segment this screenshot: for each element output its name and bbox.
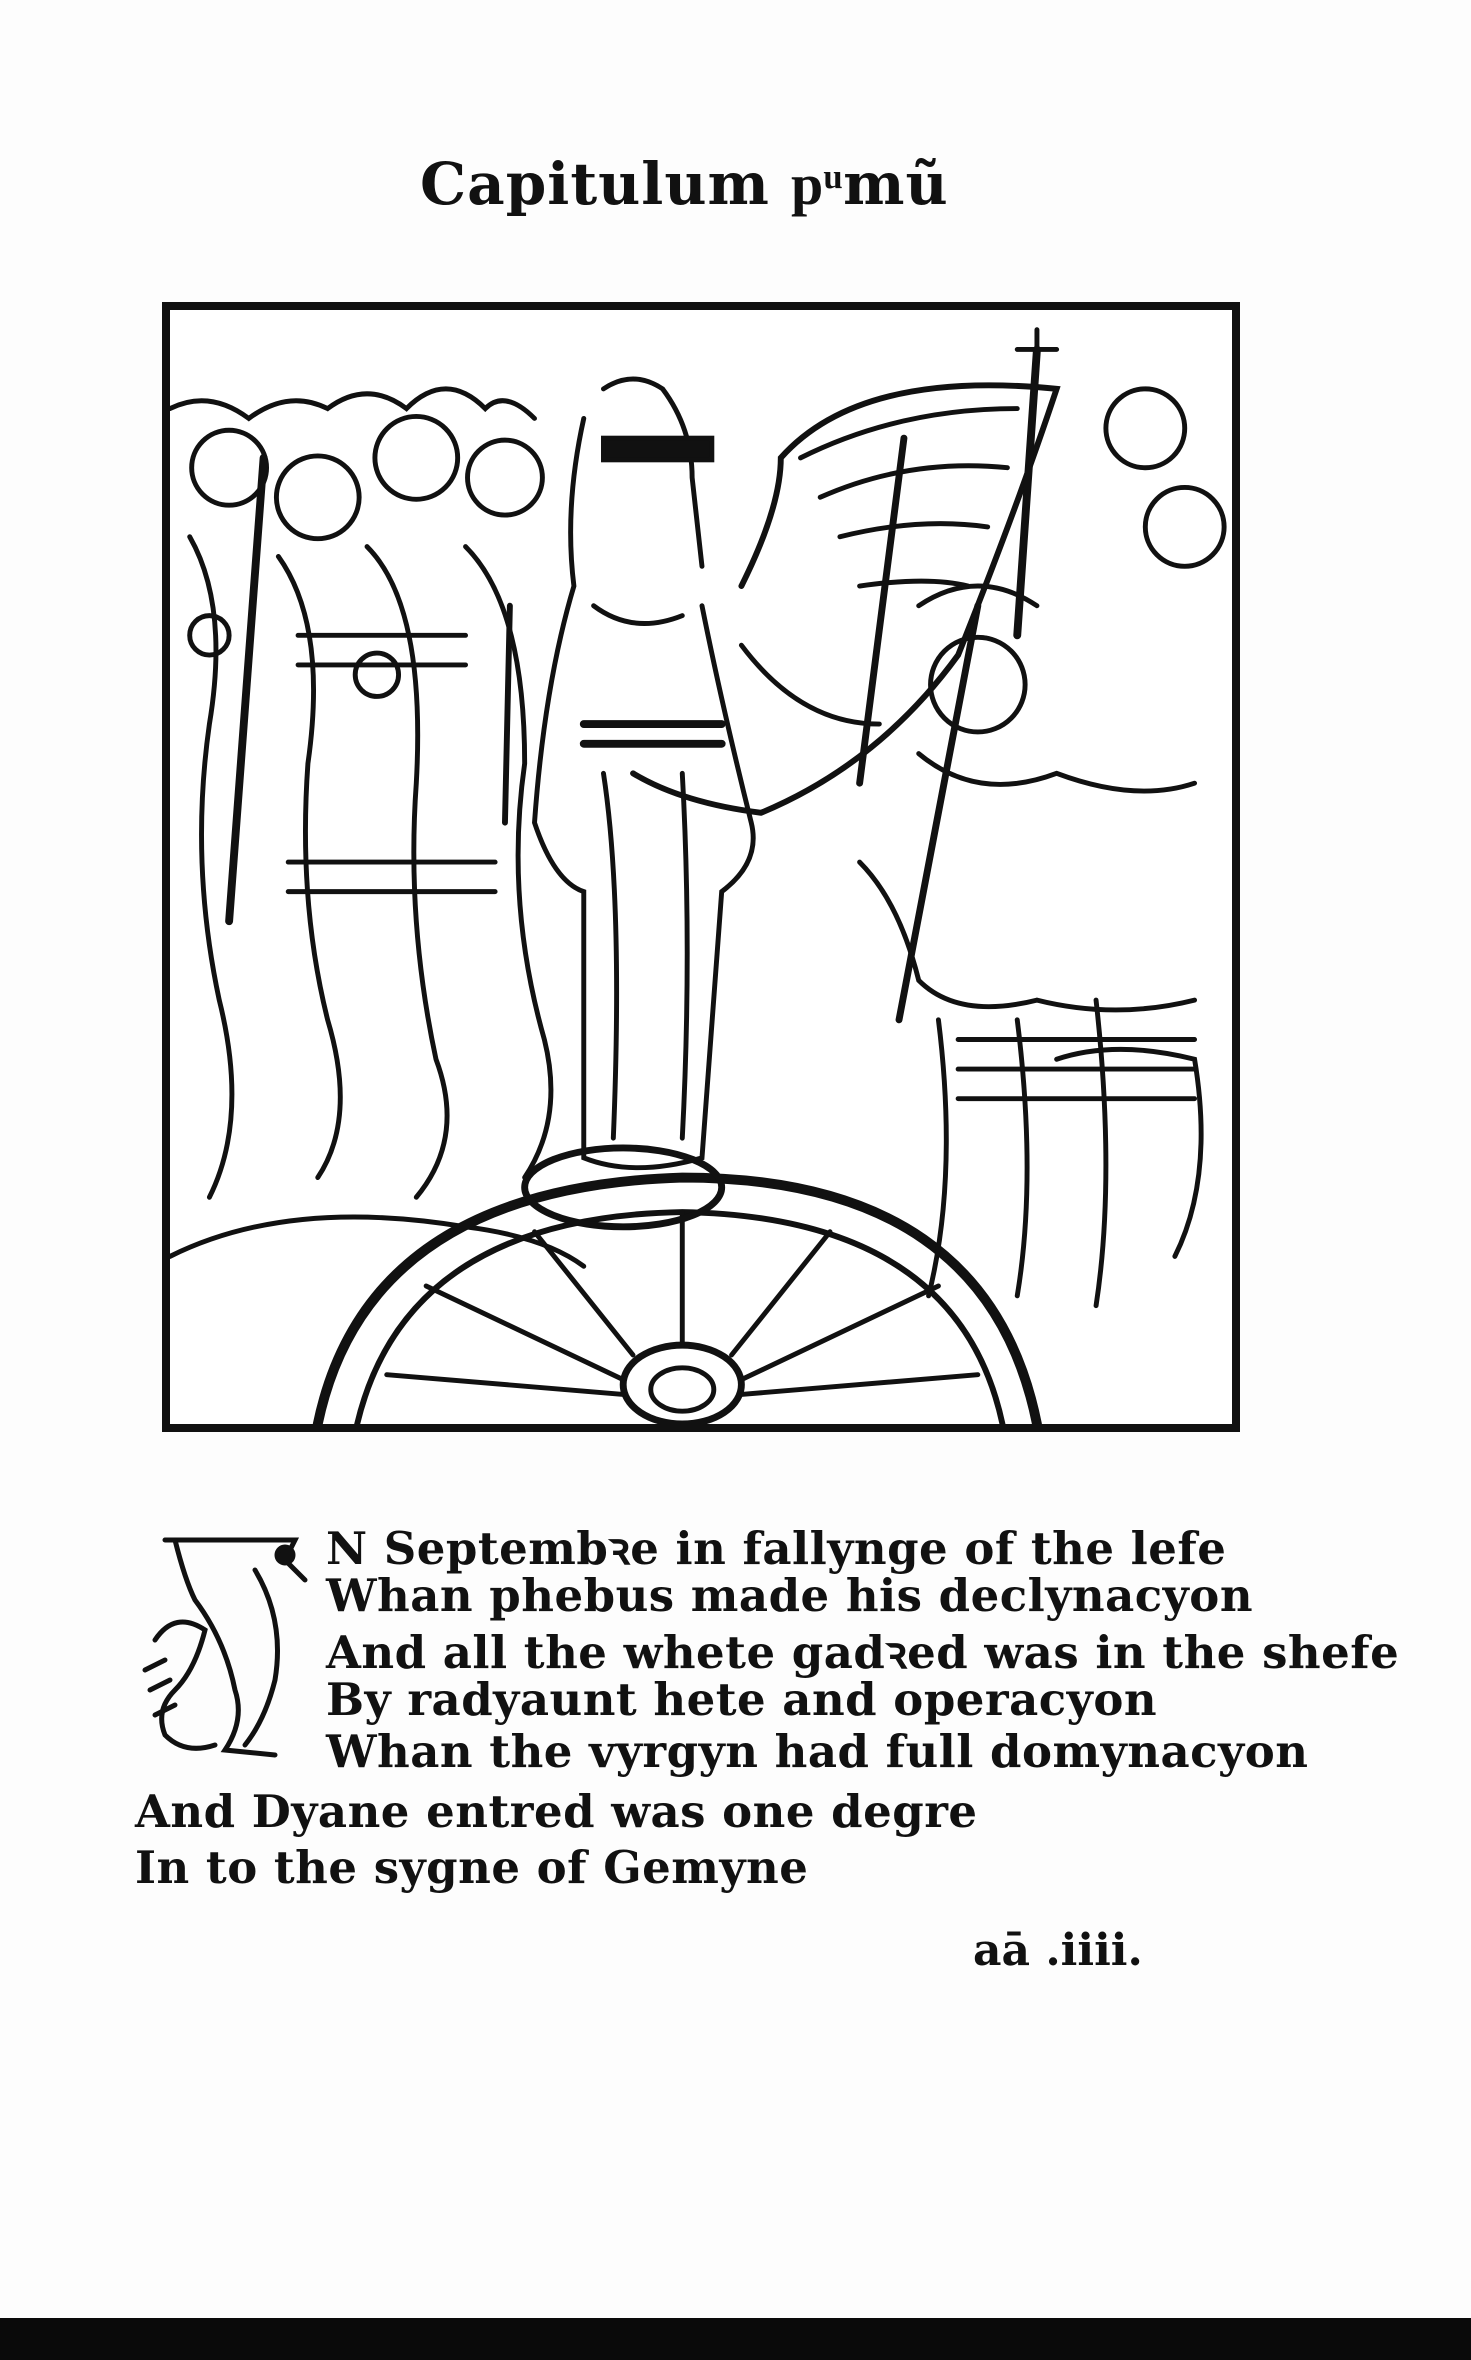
chapter-heading: Capitulum pͧmũ — [420, 150, 949, 218]
woodcut-drawing — [170, 310, 1232, 1424]
fortune-figure — [535, 379, 1057, 1168]
crowd-left — [170, 389, 551, 1197]
woodcut-illustration — [162, 302, 1240, 1432]
verse-line: N Septembꝛe in fallynge of the lefe — [326, 1522, 1227, 1575]
wheel-of-fortune — [318, 1178, 1037, 1424]
verse-line: Whan phebus made his declynacyon — [326, 1569, 1254, 1622]
verse-line: And Dyane entred was one degre — [135, 1785, 978, 1838]
verse-line: In to the sygne of Gemyne — [135, 1841, 809, 1894]
verse-line: By radyaunt hete and operacyon — [326, 1673, 1158, 1726]
verse-line: And all the whete gadꝛed was in the shefe — [326, 1626, 1400, 1679]
scan-edge — [0, 2318, 1471, 2360]
decorated-initial-i — [135, 1520, 325, 1770]
crowd-right — [860, 330, 1225, 1306]
dragon-initial-drawing — [135, 1520, 325, 1770]
verse-line: Whan the vyrgyn had full domynacyon — [326, 1725, 1309, 1778]
signature-mark: aā .iiii. — [973, 1925, 1143, 1976]
